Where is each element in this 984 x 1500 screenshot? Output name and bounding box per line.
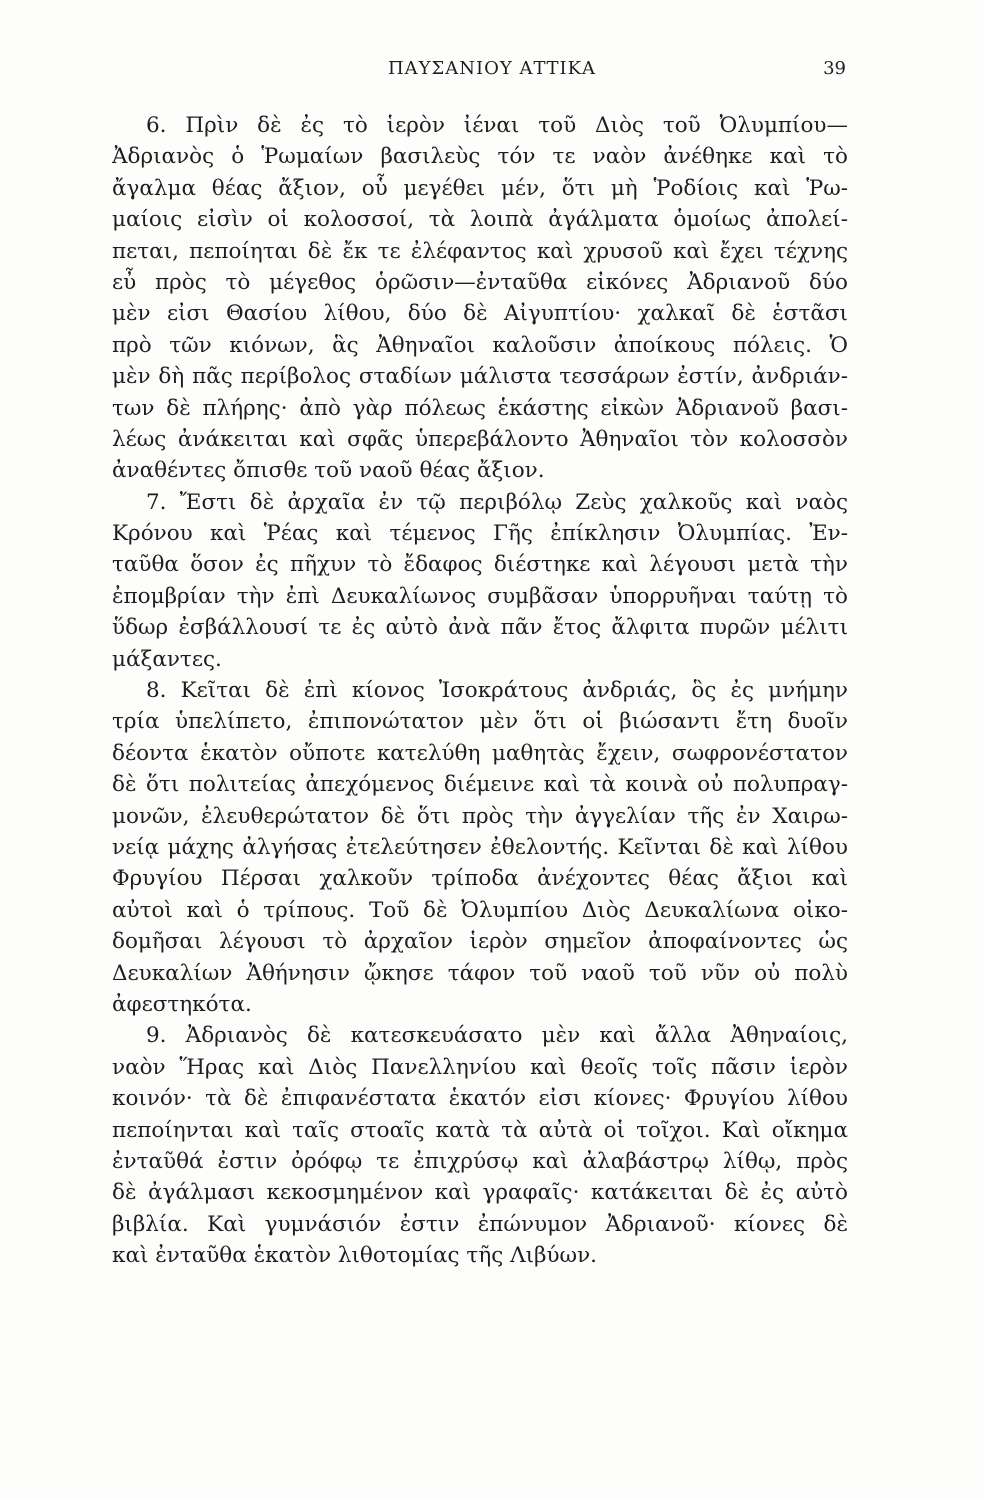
text-line: νείᾳ μάχης ἀλγήσας ἐτελεύτησεν ἐθελοντής. Κεῖνται δὲ καὶ λίθου xyxy=(112,834,848,860)
text-line: ναὸν Ἥρας καὶ Διὸς Πανελληνίου καὶ θεοῖς τοῖς πᾶσιν ἱερὸν xyxy=(112,1054,848,1080)
text-line: κοινόν· τὰ δὲ ἐπιφανέστατα ἑκατόν εἰσι κίονες· Φρυγίου λίθου xyxy=(112,1086,848,1112)
text-line: ἐπομβρίαν τὴν ἐπὶ Δευκαλίωνος συμβᾶσαν ὑπορρυῆναι ταύτῃ τὸ xyxy=(112,583,848,609)
text-line: μὲν εἰσι Θασίου λίθου, δύο δὲ Αἰγυπτίου· χαλκαῖ δὲ ἑστᾶσι xyxy=(112,301,848,327)
text-line: ὕδωρ ἐσβάλλουσί τε ἐς αὐτὸ ἀνὰ πᾶν ἔτος ἄλφιτα πυρῶν μέλιτι xyxy=(112,615,848,641)
text-line: Κρόνου καὶ Ῥέας καὶ τέμενος Γῆς ἐπίκλησιν Ὀλυμπίας. Ἐν- xyxy=(112,521,848,547)
text-line: ἐνταῦθά ἐστιν ὀρόφῳ τε ἐπιχρύσῳ καὶ ἀλαβάστρῳ λίθῳ, πρὸς xyxy=(112,1148,848,1174)
text-line: δέοντα ἑκατὸν οὔποτε κατελύθη μαθητὰς ἔχειν, σωφρονέστατον xyxy=(112,740,848,766)
text-line: πρὸ τῶν κιόνων, ἃς Ἀθηναῖοι καλοῦσιν ἀποίκους πόλεις. Ὁ xyxy=(112,332,848,358)
text-line: πεποίηνται καὶ ταῖς στοαῖς κατὰ τὰ αὐτὰ οἱ τοῖχοι. Καὶ οἴκημα xyxy=(112,1117,848,1143)
text-line: ἀναθέντες ὄπισθε τοῦ ναοῦ θέας ἄξιον. xyxy=(112,458,545,484)
text-line: των δὲ πλήρης· ἀπὸ γὰρ πόλεως ἑκάστης εἰκὼν Ἀδριανοῦ βασι- xyxy=(112,395,848,421)
body-text xyxy=(112,110,848,1271)
text-line: δομῆσαι λέγουσι τὸ ἀρχαῖον ἱερὸν σημεῖον ἀποφαίνοντες ὡς xyxy=(112,929,848,955)
running-head: ΠΑΥΣΑΝΙΟΥ ΑΤΤΙΚΑ xyxy=(387,58,597,79)
text-line: μὲν δὴ πᾶς περίβολος σταδίων μάλιστα τεσσάρων ἐστίν, ἀνδριάν- xyxy=(112,364,848,390)
text-line: Δευκαλίων Ἀθήνησιν ᾤκησε τάφον τοῦ ναοῦ τοῦ νῦν οὐ πολὺ xyxy=(112,960,848,986)
text-line: ταῦθα ὅσον ἐς πῆχυν τὸ ἔδαφος διέστηκε καὶ λέγουσι μετὰ τὴν xyxy=(112,552,848,578)
text-line: μονῶν, ἐλευθερώτατον δὲ ὅτι πρὸς τὴν ἀγγελίαν τῆς ἐν Χαιρω- xyxy=(112,803,848,829)
text-line: αὐτοὶ καὶ ὁ τρίπους. Τοῦ δὲ Ὀλυμπίου Διὸς Δευκαλίωνα οἰκο- xyxy=(112,897,848,923)
text-line: ἀφεστηκότα. xyxy=(112,991,252,1017)
text-line: δὲ ἀγάλμασι κεκοσμημένον καὶ γραφαῖς· κατάκειται δὲ ἐς αὐτὸ xyxy=(112,1180,848,1206)
text-line: τρία ὑπελίπετο, ἐπιπονώτατον μὲν ὅτι οἱ βιώσαντι ἔτη δυοῖν xyxy=(112,709,848,735)
text-line: ἄγαλμα θέας ἄξιον, οὗ μεγέθει μέν, ὅτι μὴ Ῥοδίοις καὶ Ῥω- xyxy=(112,175,848,201)
text-line: Φρυγίου Πέρσαι χαλκοῦν τρίποδα ἀνέχοντες θέας ἄξιοι καὶ xyxy=(112,866,848,892)
text-line: εὖ πρὸς τὸ μέγεθος ὁρῶσιν—ἐνταῦθα εἰκόνες Ἀδριανοῦ δύο xyxy=(112,269,848,295)
text-line: 7. Ἔστι δὲ ἀρχαῖα ἐν τῷ περιβόλῳ Ζεὺς χαλκοῦς καὶ ναὸς xyxy=(146,489,848,515)
page-number: 39 xyxy=(823,58,846,79)
text-line: 9. Ἀδριανὸς δὲ κατεσκευάσατο μὲν καὶ ἄλλα Ἀθηναίοις, xyxy=(146,1023,848,1049)
text-line: δὲ ὅτι πολιτείας ἀπεχόμενος διέμεινε καὶ τὰ κοινὰ οὐ πολυπραγ- xyxy=(112,772,848,798)
text-line: πεται, πεποίηται δὲ ἔκ τε ἐλέφαντος καὶ χρυσοῦ καὶ ἔχει τέχνης xyxy=(112,238,848,264)
page-header xyxy=(0,58,984,88)
text-line: Ἀδριανὸς ὁ Ῥωμαίων βασιλεὺς τόν τε ναὸν ἀνέθηκε καὶ τὸ xyxy=(112,144,848,170)
text-line: 6. Πρὶν δὲ ἐς τὸ ἱερὸν ἰέναι τοῦ Διὸς τοῦ Ὀλυμπίου— xyxy=(146,113,848,138)
text-line: βιβλία. Καὶ γυμνάσιόν ἐστιν ἐπώνυμον Ἀδριανοῦ· κίονες δὲ xyxy=(112,1211,848,1237)
text-line: λέως ἀνάκειται καὶ σφᾶς ὑπερεβάλοντο Ἀθηναῖοι τὸν κολοσσὸν xyxy=(112,426,848,452)
text-line: μαίοις εἰσὶν οἱ κολοσσοί, τὰ λοιπὰ ἀγάλματα ὁμοίως ἀπολεί- xyxy=(112,207,848,233)
text-line: καὶ ἐνταῦθα ἑκατὸν λιθοτομίας τῆς Λιβύων. xyxy=(112,1243,597,1269)
text-line: μάξαντες. xyxy=(112,646,222,672)
text-line: 8. Κεῖται δὲ ἐπὶ κίονος Ἰσοκράτους ἀνδριάς, ὃς ἐς μνήμην xyxy=(146,678,848,704)
